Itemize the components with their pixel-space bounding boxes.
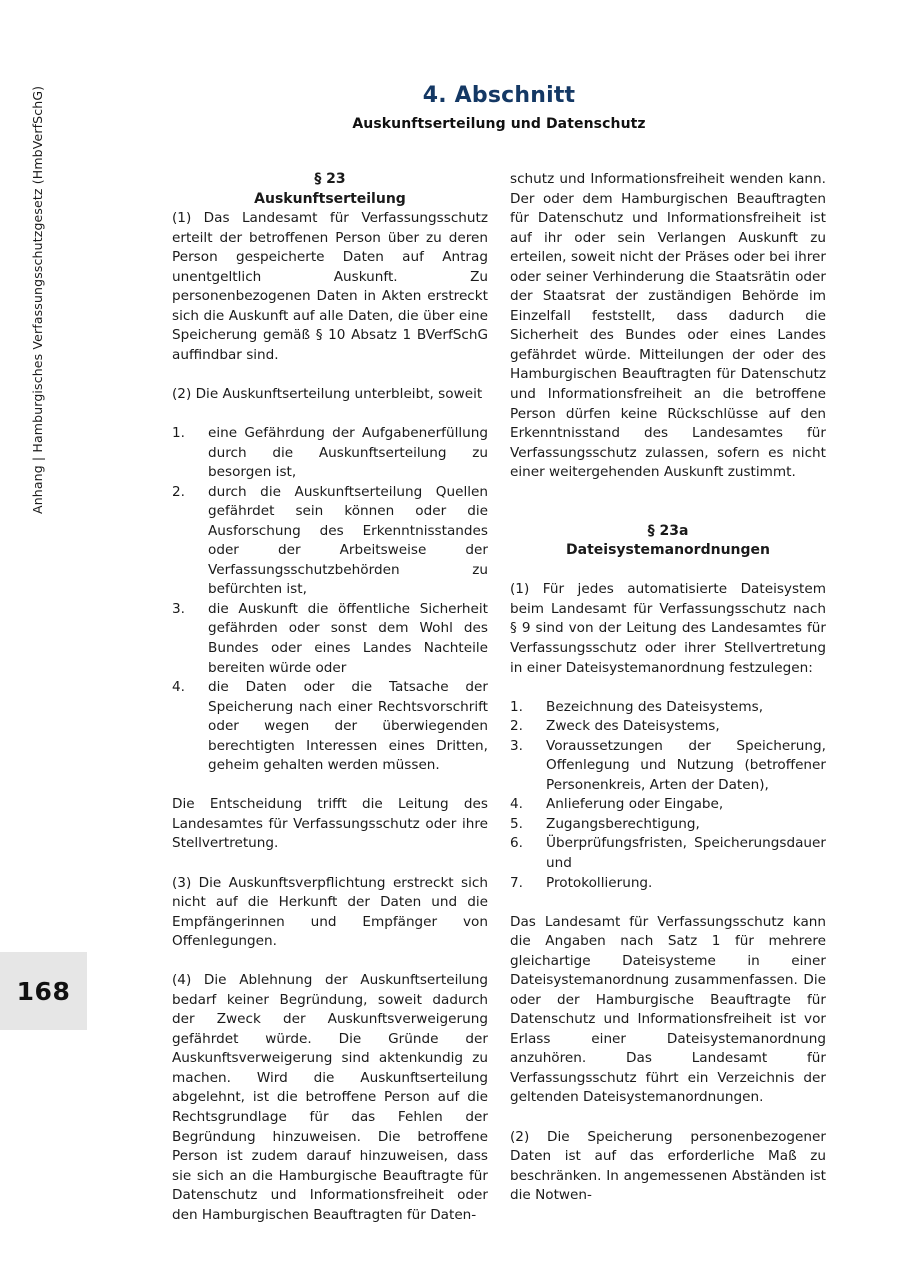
list-item-text: Bezeichnung des Dateisystems, <box>546 698 764 715</box>
list-item <box>510 717 826 737</box>
page-number-box <box>0 952 87 1030</box>
list-marker: 6. <box>510 835 523 852</box>
list-marker: 3. <box>172 600 185 617</box>
list-item-text: Zweck des Dateisystems, <box>546 718 720 735</box>
paragraph-text: (2) Die Speicherung personenbezogener Daten ist auf das erforderliche Maß zu beschränken. In angemessenen Abständen ist die Notwen- <box>510 1128 826 1204</box>
list-marker: 1. <box>510 698 523 715</box>
list-marker: 3. <box>510 737 523 754</box>
page-number: 168 <box>16 976 71 1006</box>
list-item <box>172 483 488 600</box>
section-heading <box>172 82 826 134</box>
paragraph-23a-title: Dateisystemanordnungen <box>566 542 770 559</box>
paragraph-23a-heading <box>510 522 826 561</box>
list-item <box>510 834 826 873</box>
list-item-text: Überprüfungsfristen, Speicherungsdauer und <box>546 835 826 871</box>
list-marker: 5. <box>510 815 523 832</box>
list-item <box>510 737 826 796</box>
list-marker: 7. <box>510 874 523 891</box>
list-item-text: durch die Auskunftserteilung Quellen gefährdet sein können oder die Ausforschung des Erkenntnisstandes oder der Arbeitsweise der Verfassungsschutzbehörden zu befürchten ist, <box>208 483 488 598</box>
paragraph-23a-number: § 23a <box>647 522 689 539</box>
list-item-text: Voraussetzungen der Speicherung, Offenlegung und Nutzung (betroffener Personenkreis, Arten der Daten), <box>546 737 826 793</box>
list-marker: 1. <box>172 425 185 442</box>
list-marker: 2. <box>172 483 185 500</box>
paragraph-text: Die Entscheidung trifft die Leitung des Landesamtes für Verfassungsschutz oder ihre Stellvertretung. <box>172 796 488 852</box>
list-item <box>510 815 826 835</box>
list-item <box>172 600 488 678</box>
paragraph-text: Das Landesamt für Verfassungsschutz kann die Angaben nach Satz 1 für mehrere gleichartige Dateisysteme in einer Dateisystemanordnung zusammenfassen. Die oder der Hamburgische Beauftragte für Datenschutz und Informationsfreiheit ist vor Erlass einer Dateisystemanordnung anzuhören. Das Landesamt für Verfassungsschutz führt ein Verzeichnis der geltenden Dateisystemanordnungen. <box>510 913 826 1106</box>
paragraph-23-title: Auskunftserteilung <box>254 190 406 207</box>
list-item <box>510 874 826 894</box>
section-subtitle: Auskunftserteilung und Datenschutz <box>352 116 646 132</box>
list-item-text: Zugangsberechtigung, <box>546 815 700 832</box>
numbered-list <box>172 424 488 776</box>
list-item-text: die Auskunft die öffentliche Sicherheit gefährden oder sonst dem Wohl des Bundes oder eines Landes Nachteile bereiten würde oder <box>208 600 488 676</box>
paragraph-23-number: § 23 <box>314 171 346 187</box>
spacer <box>510 502 826 522</box>
list-item <box>510 795 826 815</box>
paragraph-text-continued: schutz und Informationsfreiheit wenden kann. Der oder dem Hamburgischen Beauftragten für Datenschutz und Informationsfreiheit ist auf ihr oder sein Verlangen Auskunft zu erteilen, soweit nicht der Präses oder bei ihrer oder seiner Verhinderung die Staatsrätin oder der Staatsrat der zuständigen Behörde im Einzelfall feststellt, dass dadurch die Sicherheit des Bundes oder eines Landes gefährdet würde. Mitteilungen der oder des Hamburgischen Beauftragten für Datenschutz und Informationsfreiheit an die betroffene Person dürfen keine Rückschlüsse auf den Erkenntnisstand des Landesamtes für Verfassungsschutz zulassen, sofern es nicht einer weitergehenden Auskunft zustimmt. <box>510 171 826 481</box>
right-column <box>510 170 826 1225</box>
paragraph-text: (1) Das Landesamt für Verfassungsschutz erteilt der betroffenen Person über zu deren Person gespeicherte Daten auf Antrag unentgeltlich Auskunft. Zu personenbezogenen Daten in Akten erstreckt sich die Auskunft auf alle Daten, die über eine Speicherung gemäß § 10 Absatz 1 BVerfSchG auffindbar sind. <box>172 210 488 363</box>
list-item <box>510 698 826 718</box>
list-item-text: die Daten oder die Tatsache der Speicherung nach einer Rechtsvorschrift oder wegen der überwiegenden berechtigten Interessen eines Dritten, geheim gehalten werden müssen. <box>208 679 488 774</box>
paragraph-text: (3) Die Auskunftsverpflichtung erstreckt sich nicht auf die Herkunft der Daten und die Empfängerinnen und Empfänger von Offenlegungen. <box>172 874 488 950</box>
list-marker: 4. <box>510 796 523 813</box>
list-marker: 2. <box>510 718 523 735</box>
list-item-text: eine Gefährdung der Aufgabenerfüllung durch die Auskunftserteilung zu besorgen ist, <box>208 425 488 481</box>
section-title: 4. Abschnitt <box>422 83 576 108</box>
spacer <box>510 561 826 581</box>
paragraph-text: (2) Die Auskunftserteilung unterbleibt, soweit <box>172 385 483 402</box>
running-head: Anhang | Hamburgisches Verfassungsschutzgesetz (HmbVerfSchG) <box>30 85 45 514</box>
list-item <box>172 424 488 483</box>
list-item <box>172 678 488 776</box>
left-column <box>172 170 488 1245</box>
paragraph-text: (1) Für jedes automatisierte Dateisystem beim Landesamt für Verfassungsschutz nach § 9 sind von der Leitung des Landesamtes für Verfassungsschutz oder ihrer Stellvertretung in einer Dateisystemanordnung festzulegen: <box>510 581 826 676</box>
paragraph-23-heading <box>172 170 488 209</box>
list-item-text: Anlieferung oder Eingabe, <box>546 796 724 813</box>
numbered-list <box>510 698 826 893</box>
list-marker: 4. <box>172 679 185 696</box>
list-item-text: Protokollierung. <box>546 874 653 891</box>
paragraph-text: (4) Die Ablehnung der Auskunftserteilung bedarf keiner Begründung, soweit dadurch der Zweck der Auskunftsverweigerung gefährdet würde. Die Gründe der Auskunftsverweigerung sind aktenkundig zu machen. Wird die Auskunftserteilung abgelehnt, ist die betroffene Person auf die Rechtsgrundlage für das Fehlen der Begründung hinzuweisen. Die betroffene Person ist zudem darauf hinzuweisen, dass sie sich an die Hamburgische Beauftragte für Datenschutz und Informationsfreiheit oder den Hamburgischen Beauftragten für Daten- <box>172 972 488 1223</box>
